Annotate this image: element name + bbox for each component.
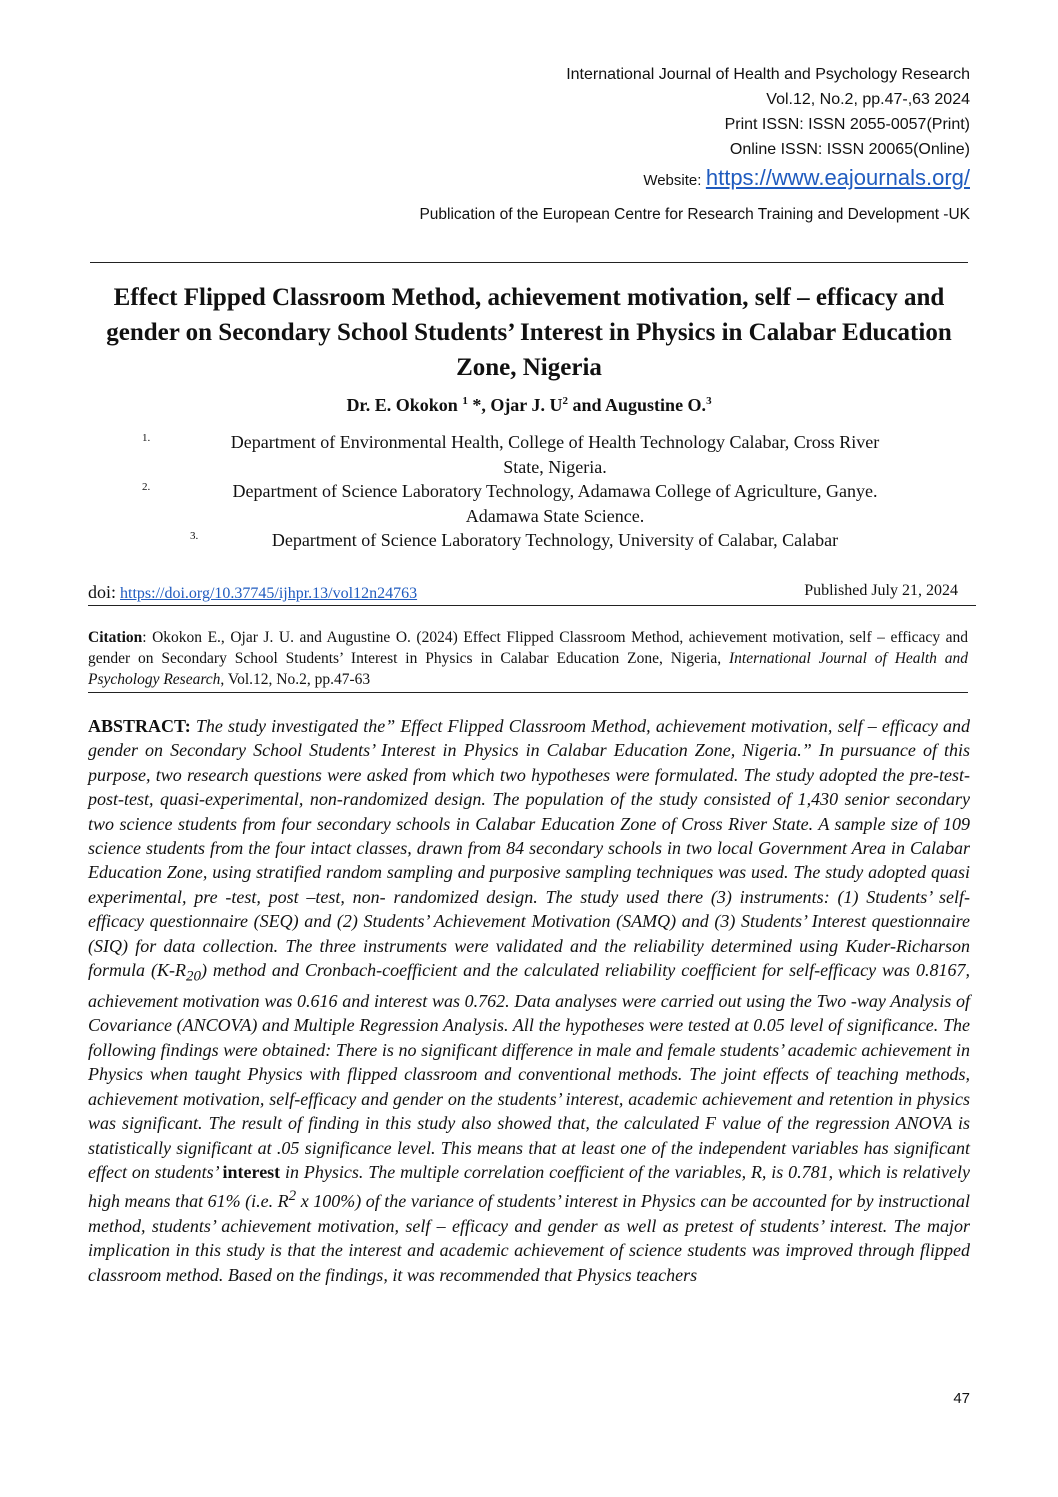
author-2: Ojar J. U bbox=[490, 395, 563, 415]
author-list bbox=[88, 395, 970, 416]
affiliation-text: Department of Environmental Health, College of Health Technology Calabar, Cross River bbox=[230, 432, 880, 452]
citation-label: Citation bbox=[88, 629, 143, 646]
author-1: Dr. E. Okokon bbox=[346, 395, 458, 415]
doi-row bbox=[88, 582, 958, 603]
journal-name: International Journal of Health and Psychology Research bbox=[566, 66, 970, 83]
abstract bbox=[88, 714, 970, 1287]
author-and: and bbox=[572, 395, 602, 415]
affiliation-text: Department of Science Laboratory Technology, Adamawa College of Agriculture, Ganye. bbox=[232, 481, 878, 501]
abstract-superscript: 2 bbox=[288, 1188, 297, 1205]
online-issn: Online ISSN: ISSN 20065(Online) bbox=[729, 141, 970, 158]
paper-title: Effect Flipped Classroom Method, achievement motivation, self – efficacy and gender on Secondary School Students’ Interest in Physics in Calabar Education Zone, Nigeria bbox=[106, 284, 952, 381]
website-link[interactable]: https://www.eajournals.org/ bbox=[705, 165, 970, 190]
affiliation-text: Adamawa State Science. bbox=[465, 505, 645, 526]
publisher-line: Publication of the European Centre for Research Training and Development -UK bbox=[419, 206, 970, 223]
page-number: 47 bbox=[953, 1390, 970, 1407]
author-3: Augustine O. bbox=[605, 395, 707, 415]
affiliation-number: 1. bbox=[142, 432, 151, 444]
abstract-text: in Physics. The multiple correlation coefficient of the variables, R, is 0.781, which is relatively high means that 61% (i.e. R bbox=[88, 1161, 970, 1212]
website-line bbox=[419, 163, 970, 196]
citation bbox=[88, 627, 968, 690]
affiliation-number: 3. bbox=[190, 530, 199, 542]
published-date: Published July 21, 2024 bbox=[804, 582, 958, 599]
author-1-mark: *, bbox=[472, 395, 486, 415]
affiliation-text: State, Nigeria. bbox=[503, 456, 607, 477]
affiliation-1 bbox=[140, 430, 970, 479]
abstract-text: x 100%) of the variance of students’ interest in Physics can be accounted for by instructional method, students’ achievement motivation, self – efficacy and gender as well as pretest of students’ interest. The major implication in this study is that the interest and academic achievement of science students was improved through flipped classroom method. Based on the findings, it was recommended that Physics teachers bbox=[88, 1191, 970, 1285]
affiliation-2 bbox=[140, 479, 970, 528]
doi-label: doi: bbox=[88, 582, 117, 602]
abstract-subscript: 20 bbox=[185, 968, 201, 985]
website-label: Website: bbox=[643, 172, 702, 189]
citation-text: : Okokon E., Ojar J. U. and Augustine O. (2024) Effect Flipped Classroom Method, achievement motivation, self – efficacy and gender on Secondary School Students’ Interest in Physics in Calabar Education Zone, Nigeria, bbox=[88, 629, 968, 667]
header-divider bbox=[90, 262, 968, 263]
affiliations bbox=[140, 430, 970, 553]
journal-header bbox=[419, 62, 970, 227]
abstract-text: The study investigated the” Effect Flipped Classroom Method, achievement motivation, self – efficacy and gender on Secondary School Students’ Interest in Physics in Calabar Education Zone, Nigeria.” In pursuance of this purpose, two research questions were asked from which two hypotheses were formulated. The study adopted the pre-test-post-test, quasi-experimental, non-randomized design. The population of the study consisted of 1,430 senior secondary two science students from four secondary schools in Calabar Education Zone of Cross River State. A sample size of 109 science students from the four intact classes, drawn from 84 secondary schools in two local Government Area in Calabar Education Zone, using stratified random sampling and purposive sampling techniques was used. The study adopted quasi experimental, pre -test, post –test, non- randomized design. The study used there (3) instruments: (1) Students’ self-efficacy questionnaire (SEQ) and (2) Students’ Achievement Motivation (SAMQ) and (3) Students’ Interest questionnaire (SIQ) for data collection. The three instruments were validated and the reliability determined using Kuder-Richarson formula (K-R bbox=[88, 716, 970, 981]
abstract-text: ) method and Cronbach-coefficient and the calculated reliability coefficient for self-efficacy was 0.8167, achievement motivation was 0.616 and interest was 0.762. Data analyses were carried out using the Two -way Analysis of Covariance (ANCOVA) and Multiple Regression Analysis. All the hypotheses were tested at 0.05 level of significance. The following findings were obtained: There is no significant difference in male and female students’ academic achievement in Physics when taught Physics with flipped classroom and conventional methods. The joint effects of teaching methods, achievement motivation, self-efficacy and gender on the students’ interest, academic achievement and retention in physics was significant. The result of finding in this study also showed that, the calculated F value of the regression ANOVA is statistically significant at .05 significance level. This means that at least one of the independent variables has significant effect on students’ bbox=[88, 960, 971, 1182]
abstract-bold-word: interest bbox=[222, 1161, 281, 1182]
affiliation-text: Department of Science Laboratory Technology, University of Calabar, Calabar bbox=[271, 530, 839, 550]
abstract-label: ABSTRACT: bbox=[88, 716, 191, 736]
volume-info: Vol.12, No.2, pp.47-,63 2024 bbox=[766, 91, 970, 108]
author-2-affil: 2 bbox=[562, 395, 568, 407]
affiliation-3 bbox=[140, 528, 970, 553]
author-3-affil: 3 bbox=[706, 395, 712, 407]
citation-divider bbox=[88, 692, 968, 693]
doi-link[interactable]: https://doi.org/10.37745/ijhpr.13/vol12n24763 bbox=[120, 585, 418, 602]
print-issn: Print ISSN: ISSN 2055-0057(Print) bbox=[724, 116, 970, 133]
citation-volume: , Vol.12, No.2, pp.47-63 bbox=[220, 671, 371, 688]
citation-journal: International Journal of Health and Psychology Research bbox=[88, 650, 969, 688]
doi-divider bbox=[88, 605, 976, 606]
affiliation-number: 2. bbox=[142, 481, 151, 493]
author-1-affil: 1 bbox=[462, 395, 468, 407]
